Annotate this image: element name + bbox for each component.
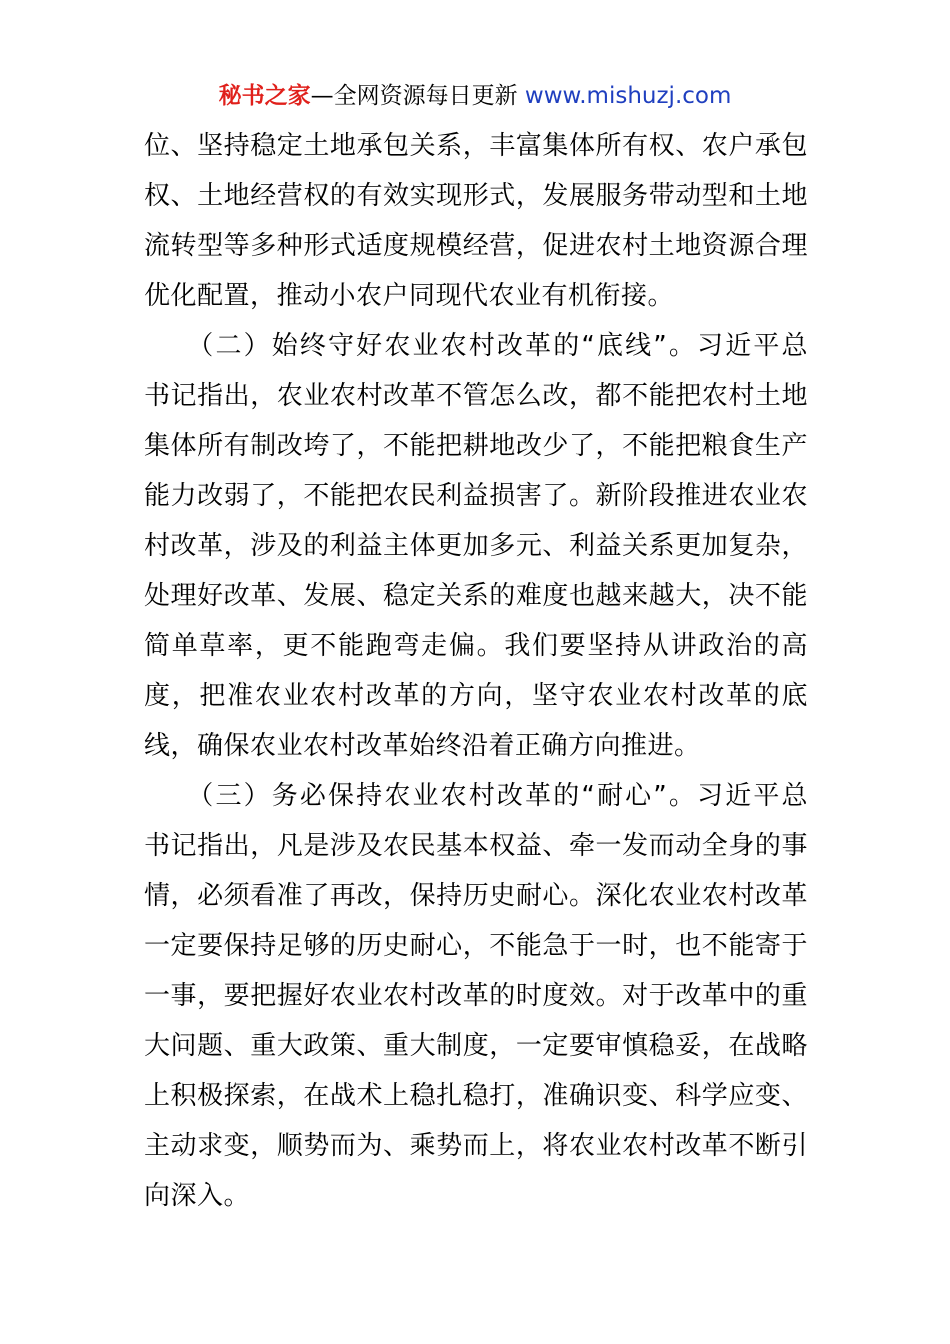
- header-tagline: —全网资源每日更新: [310, 83, 518, 109]
- text-line: 上积极探索，在战术上稳扎稳打，准确识变、科学应变、: [144, 1081, 808, 1111]
- text-line: 书记指出，凡是涉及农民基本权益、牵一发而动全身的事: [144, 831, 808, 861]
- text-line: 线，确保农业农村改革始终沿着正确方向推进。: [144, 731, 701, 761]
- text-line: 向深入。: [144, 1181, 251, 1211]
- text-line: 权、土地经营权的有效实现形式，发展服务带动型和土地: [144, 181, 808, 211]
- text-line: 能力改弱了，不能把农民利益损害了。新阶段推进农业农: [144, 481, 808, 511]
- text-line: 流转型等多种形式适度规模经营，促进农村土地资源合理: [144, 231, 808, 261]
- text-line: 一定要保持足够的历史耐心，不能急于一时，也不能寄于: [144, 931, 808, 961]
- text-line: 书记指出，农业农村改革不管怎么改，都不能把农村土地: [144, 381, 808, 411]
- text-line: 位、坚持稳定土地承包关系，丰富集体所有权、农户承包: [144, 131, 808, 161]
- page-header: [0, 76, 950, 116]
- text-line: 处理好改革、发展、稳定关系的难度也越来越大，决不能: [144, 581, 808, 611]
- text-line: 村改革，涉及的利益主体更加多元、利益关系更加复杂，: [144, 531, 808, 561]
- text-line: 集体所有制改垮了，不能把耕地改少了，不能把粮食生产: [144, 431, 808, 461]
- text-line: 一事，要把握好农业农村改革的时度效。对于改革中的重: [144, 981, 808, 1011]
- brand-name: 秘书之家: [218, 83, 311, 109]
- text-line: 优化配置，推动小农户同现代农业有机衔接。: [144, 281, 675, 311]
- text-line: 度，把准农业农村改革的方向，坚守农业农村改革的底: [144, 681, 808, 711]
- section-heading-line: （二）始终守好农业农村改革的“底线”。习近平总: [144, 331, 808, 361]
- text-line: 主动求变，顺势而为、乘势而上，将农业农村改革不断引: [144, 1131, 808, 1161]
- text-line: 大问题、重大政策、重大制度，一定要审慎稳妥，在战略: [144, 1031, 808, 1061]
- text-line: 情，必须看准了再改，保持历史耐心。深化农业农村改革: [144, 881, 808, 911]
- document-body: [144, 121, 808, 1221]
- section-heading-line: （三）务必保持农业农村改革的“耐心”。习近平总: [144, 781, 808, 811]
- text-line: 简单草率，更不能跑弯走偏。我们要坚持从讲政治的高: [144, 631, 808, 661]
- site-url-link[interactable]: www.mishuzj.com: [524, 83, 732, 109]
